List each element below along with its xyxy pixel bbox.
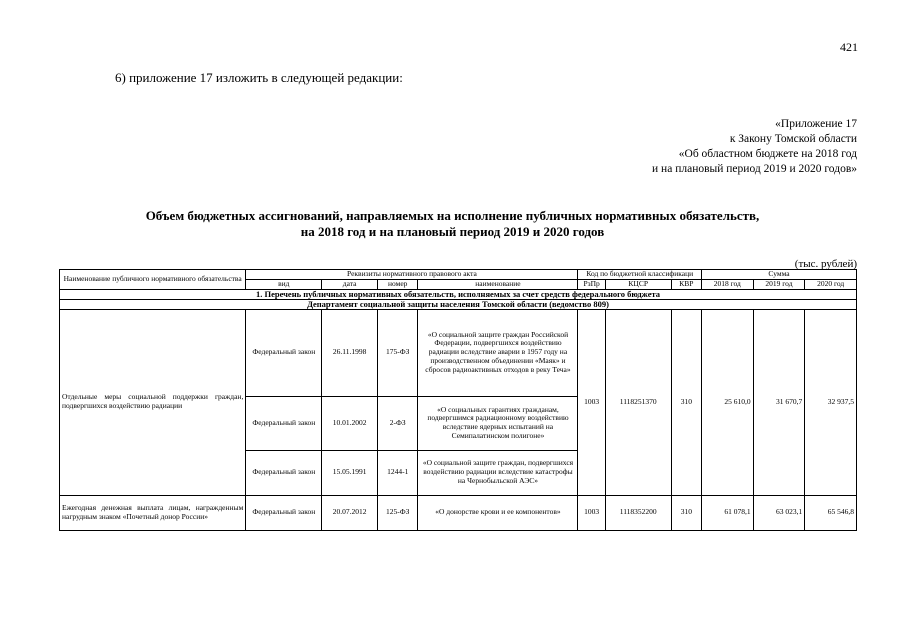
kvr-cell: 310 [671, 309, 701, 495]
units-label: (тыс. рублей) [794, 258, 857, 270]
act-number: 2-ФЗ [377, 396, 418, 450]
obligation-name: Отдельные меры социальной поддержки граждан, подвергшихся воздействию радиации [60, 309, 246, 495]
header-name: Наименование публичного нормативного обязательства [60, 270, 246, 290]
section-heading: 1. Перечень публичных нормативных обязательств, исполняемых за счет средств федерального бюджета [60, 289, 857, 299]
header-number: номер [377, 279, 418, 289]
act-date: 15.05.1991 [322, 450, 378, 495]
header-2018: 2018 год [702, 279, 754, 289]
act-number: 175-ФЗ [377, 309, 418, 396]
obligation-name: Ежегодная денежная выплата лицам, награжденным нагрудным знаком «Почетный донор России» [60, 495, 246, 530]
header-title: наименование [418, 279, 578, 289]
act-type: Федеральный закон [246, 495, 322, 530]
rzpr-cell: 1003 [578, 309, 605, 495]
act-date: 26.11.1998 [322, 309, 378, 396]
act-type: Федеральный закон [246, 396, 322, 450]
header-requisites: Реквизиты нормативного правового акта [246, 270, 578, 280]
sum-2019-cell: 31 670,7 [753, 309, 805, 495]
kcsr-cell: 1118352200 [605, 495, 671, 530]
appendix-line-1: «Приложение 17 [775, 118, 857, 130]
act-number: 1244-1 [377, 450, 418, 495]
act-date: 10.01.2002 [322, 396, 378, 450]
sum-2020-cell: 32 937,5 [805, 309, 857, 495]
kvr-cell: 310 [671, 495, 701, 530]
page-title-line-2: на 2018 год и на плановый период 2019 и 2020 годов [300, 224, 605, 239]
appendix-line-2: к Закону Томской области [729, 133, 857, 145]
obligations-table [59, 269, 857, 531]
sum-2019-cell: 63 023,1 [753, 495, 805, 530]
header-rzpr: РзПр [578, 279, 605, 289]
page-number: 421 [840, 40, 858, 54]
table-row [60, 309, 857, 396]
appendix-line-4: и на плановый период 2019 и 2020 годов» [652, 163, 857, 175]
sum-2018-cell: 61 078,1 [702, 495, 754, 530]
rzpr-cell: 1003 [578, 495, 605, 530]
header-date: дата [322, 279, 378, 289]
act-title: «О социальных гарантиях гражданам, подвергшимся радиационному воздействию вследствие ядерных испытаний на Семипалатинском полигоне» [418, 396, 578, 450]
department-heading: Департамент социальной защиты населения Томской области (ведомство 809) [60, 299, 857, 309]
act-title: «О социальной защите граждан Российской Федерации, подвергшихся воздействию радиации вследствие аварии в 1957 году на производственном объединении «Маяк» и сбросов радиоактивных отходов в реку Теча» [418, 309, 578, 396]
intro-text: 6) приложение 17 изложить в следующей редакции: [115, 70, 403, 85]
act-type: Федеральный закон [246, 309, 322, 396]
act-type: Федеральный закон [246, 450, 322, 495]
table-row [60, 495, 857, 530]
header-sum: Сумма [702, 270, 857, 280]
header-type: вид [246, 279, 322, 289]
act-title: «О социальной защите граждан, подвергшихся воздействию радиации вследствие катастрофы на Чернобыльской АЭС» [418, 450, 578, 495]
page-title-line-1: Объем бюджетных ассигнований, направляемых на исполнение публичных нормативных обязательств, [145, 208, 760, 223]
header-2019: 2019 год [753, 279, 805, 289]
header-code: Код по бюджетной классификаци [578, 270, 702, 280]
header-kcsr: КЦСР [605, 279, 671, 289]
header-kvr: КВР [671, 279, 701, 289]
appendix-line-3: «Об областном бюджете на 2018 год [678, 148, 857, 160]
sum-2018-cell: 25 610,0 [702, 309, 754, 495]
act-number: 125-ФЗ [377, 495, 418, 530]
sum-2020-cell: 65 546,8 [805, 495, 857, 530]
header-2020: 2020 год [805, 279, 857, 289]
kcsr-cell: 1118251370 [605, 309, 671, 495]
act-date: 20.07.2012 [322, 495, 378, 530]
act-title: «О донорстве крови и ее компонентов» [418, 495, 578, 530]
